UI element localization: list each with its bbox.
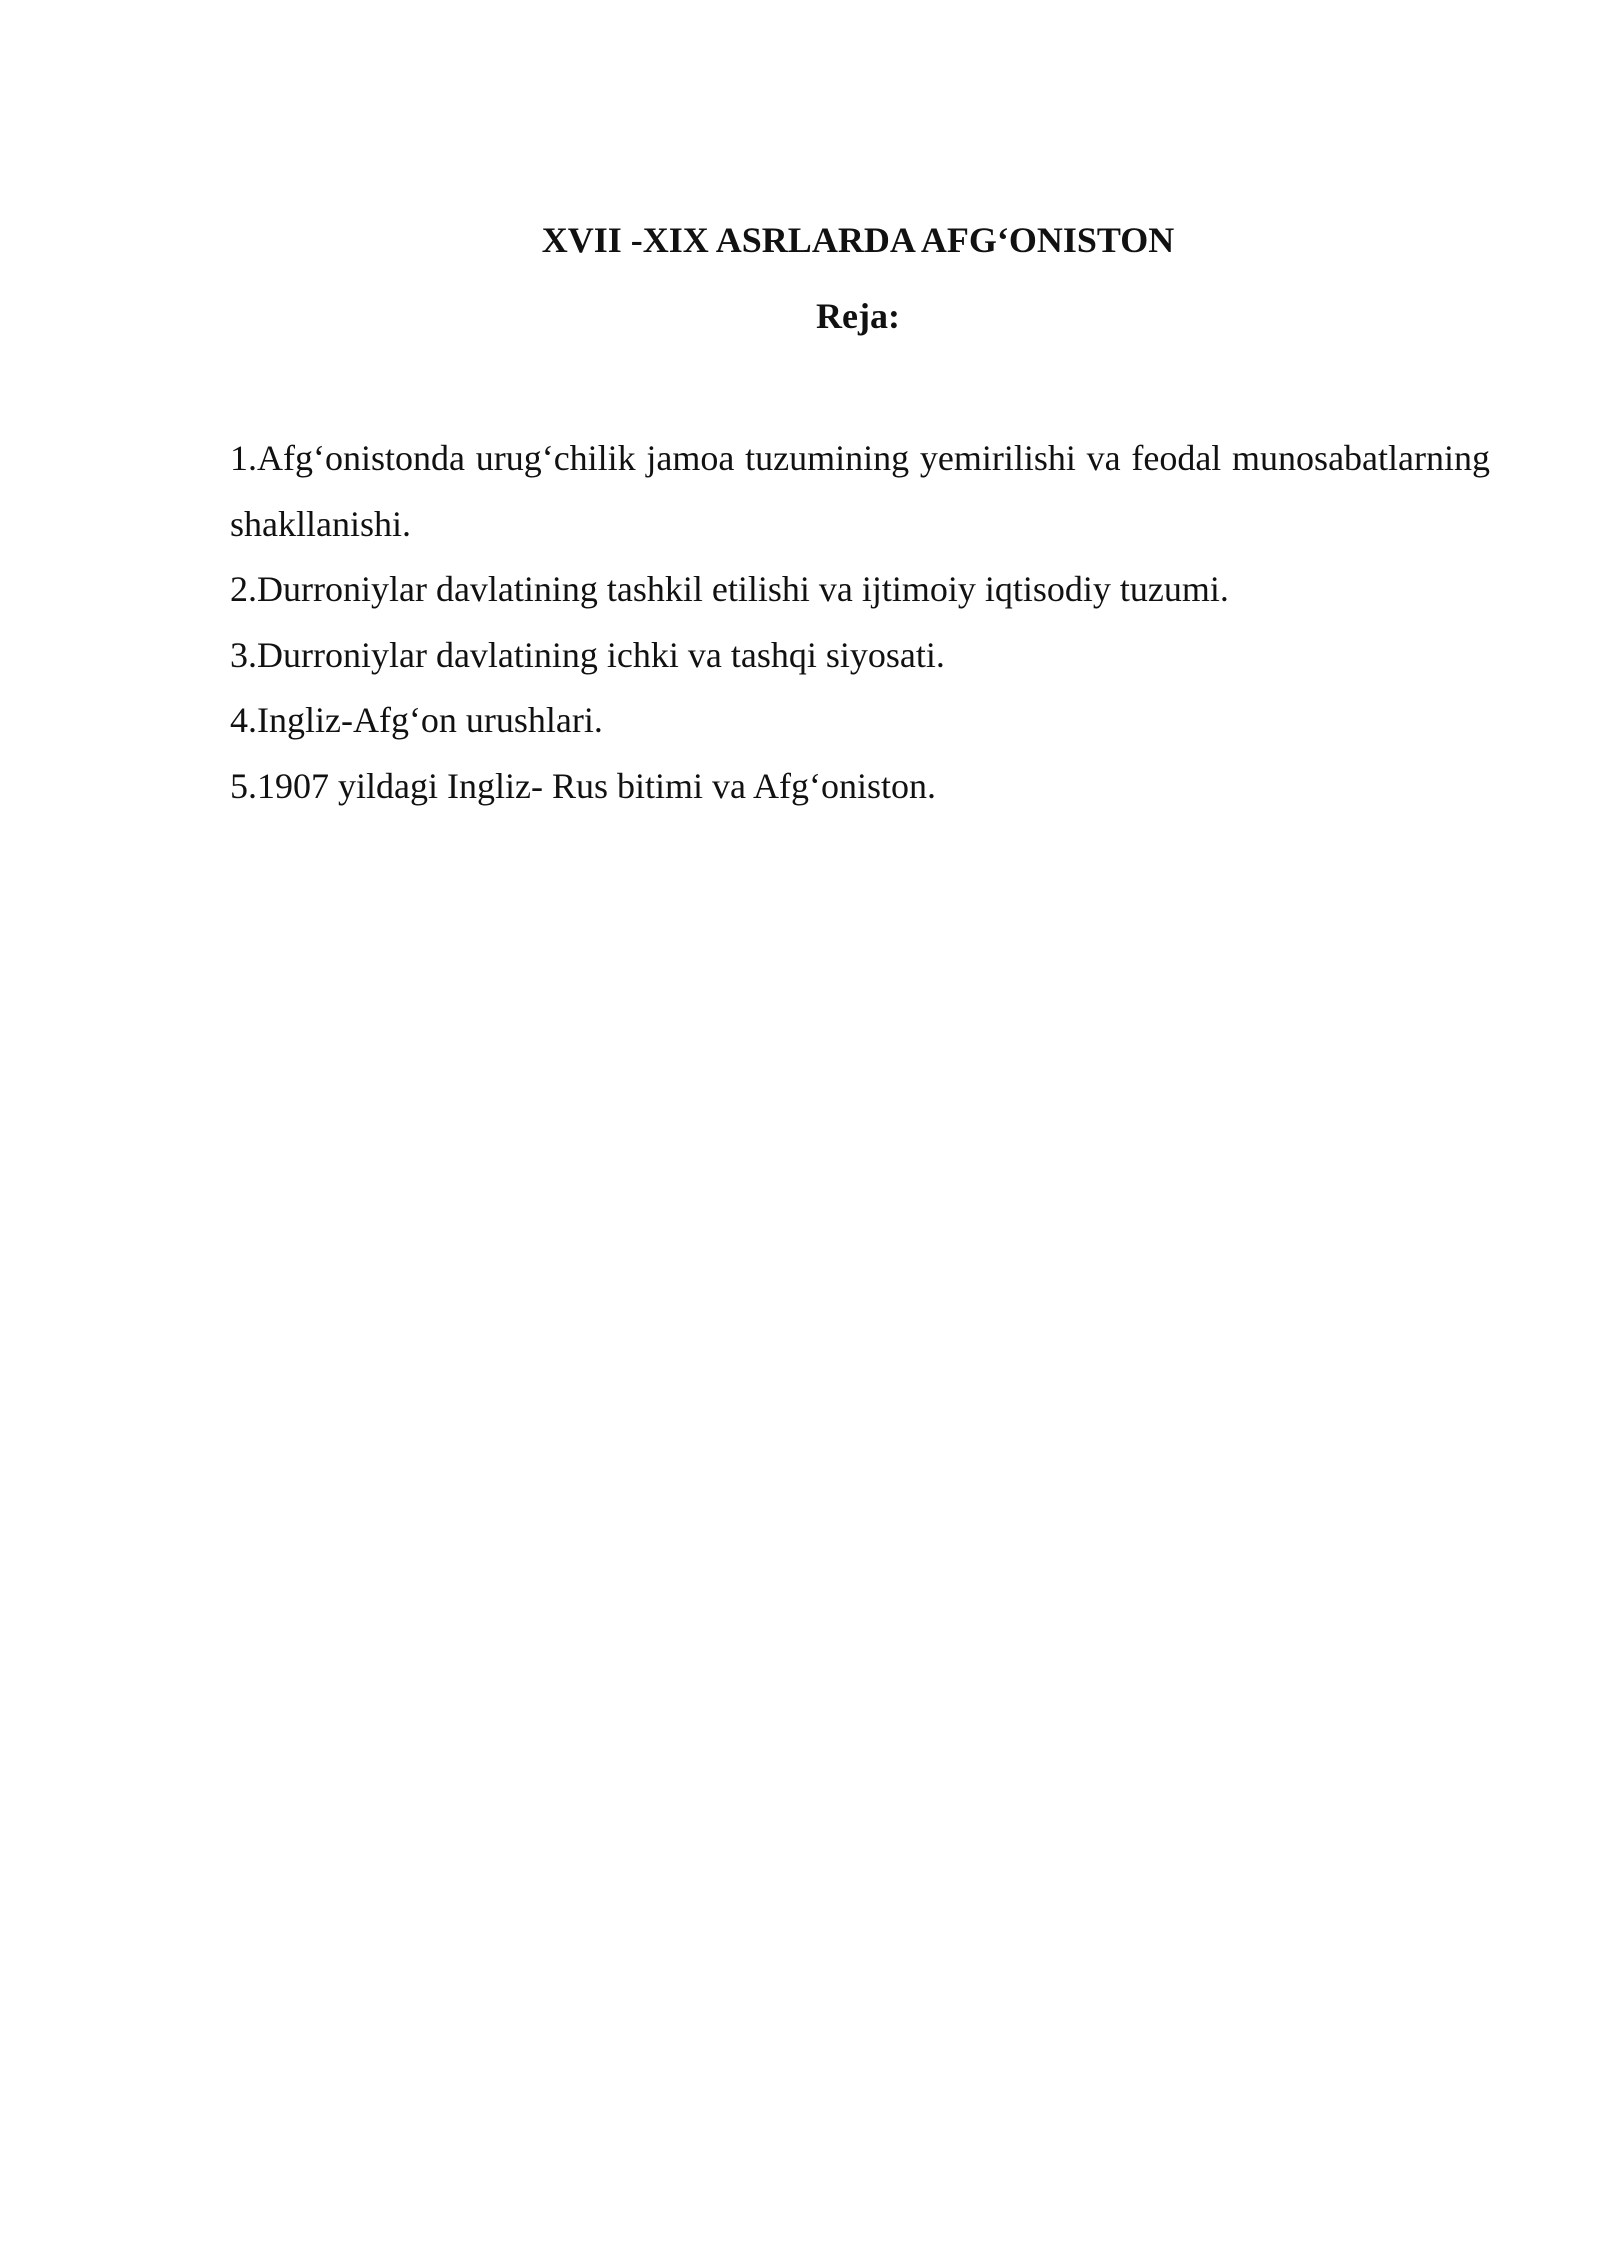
plan-item-3: 3.Durroniylar davlatining ichki va tashqi siyosati. [230,634,945,675]
plan-list [230,426,1490,819]
plan-item-2: 2.Durroniylar davlatining tashkil etilishi va ijtimoiy iqtisodiy tuzumi. [230,569,1229,609]
document-title: XVII -XIX ASRLARDA AFG‘ONISTON [541,220,1175,260]
plan-heading: Reja: [816,296,900,336]
plan-item-5: 5.1907 yildagi Ingliz- Rus bitimi va Afg‘oniston. [230,765,936,806]
plan-item-4: 4.Ingliz-Afg‘on urushlari. [230,700,603,740]
plan-item-1: 1.Afg‘onistonda urug‘chilik jamoa tuzumining yemirilishi va feodal munosabatlarning shakllanishi. [230,438,1490,544]
